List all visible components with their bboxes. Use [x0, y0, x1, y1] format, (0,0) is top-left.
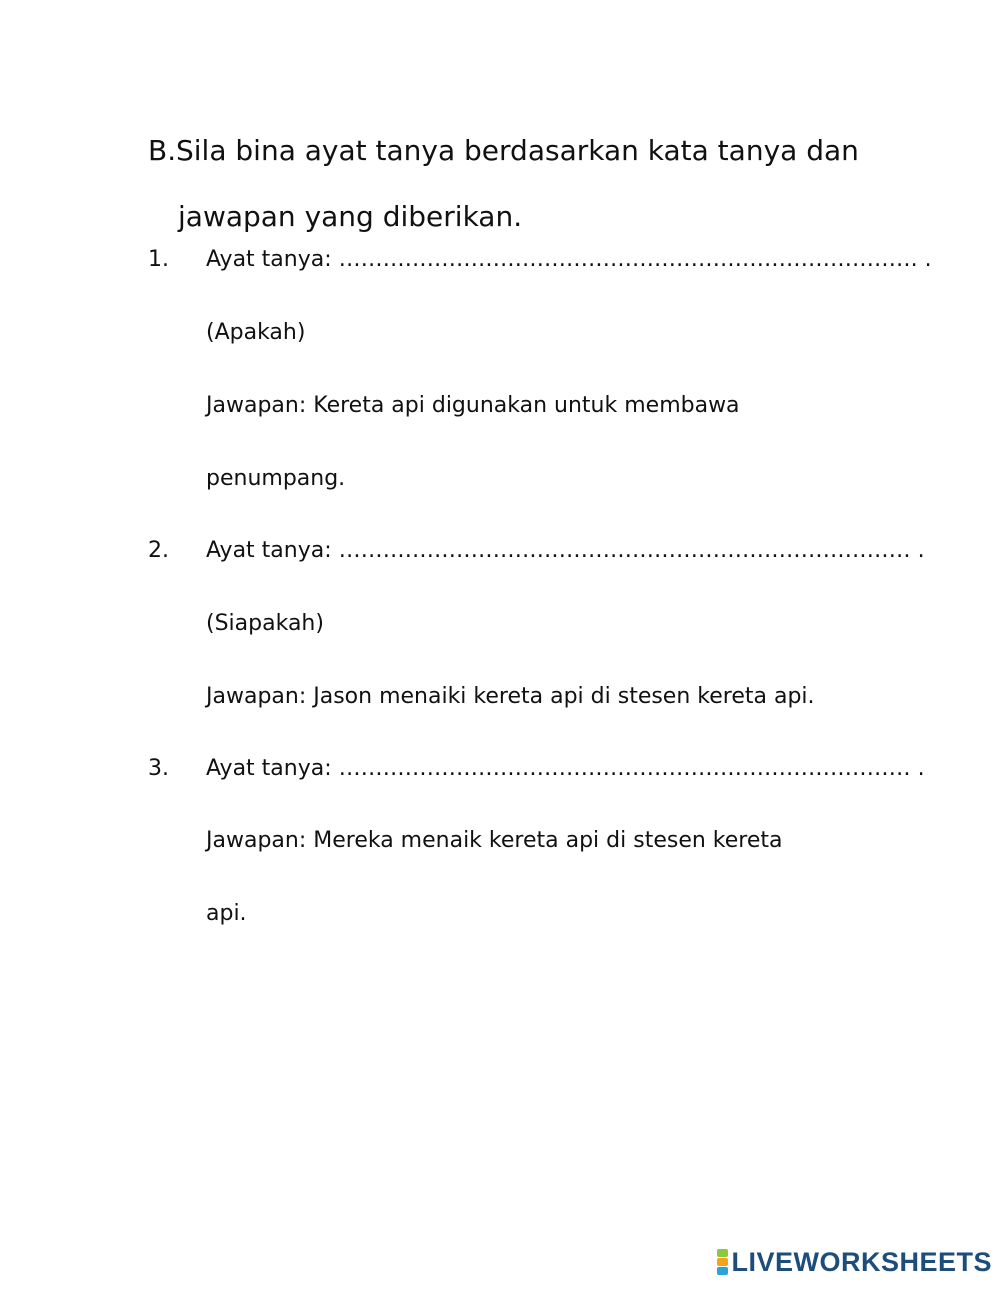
question-3-prompt[interactable]: Ayat tanya: …………………………………………………………………… .: [206, 756, 925, 781]
question-1-prompt[interactable]: Ayat tanya: ……………………………………………………………………. .: [206, 247, 932, 272]
question-1-hint: (Apakah): [206, 320, 306, 345]
question-1-answer-line-2: penumpang.: [206, 466, 346, 491]
logo-blocks-icon: [717, 1249, 728, 1275]
question-3-number: 3.: [148, 756, 169, 781]
heading-line-2: jawapan yang diberikan.: [178, 200, 523, 233]
question-2-number: 2.: [148, 538, 169, 563]
logo-text: LIVEWORKSHEETS: [731, 1246, 992, 1277]
liveworksheets-logo: [717, 1247, 992, 1277]
question-3-answer-line-2: api.: [206, 901, 247, 926]
section-marker: B.: [148, 134, 177, 167]
section-heading: [148, 118, 859, 250]
heading-line-1: Sila bina ayat tanya berdasarkan kata tanya dan: [176, 134, 859, 167]
question-1-number: 1.: [148, 247, 169, 272]
question-2-hint: (Siapakah): [206, 611, 324, 636]
question-2-answer-line-1: Jawapan: Jason menaiki kereta api di stesen kereta api.: [206, 684, 815, 709]
question-3-answer-line-1: Jawapan: Mereka menaik kereta api di stesen kereta: [206, 828, 783, 853]
question-2-prompt[interactable]: Ayat tanya: …………………………………………………………………… .: [206, 538, 925, 563]
question-1-answer-line-1: Jawapan: Kereta api digunakan untuk membawa: [206, 393, 740, 418]
